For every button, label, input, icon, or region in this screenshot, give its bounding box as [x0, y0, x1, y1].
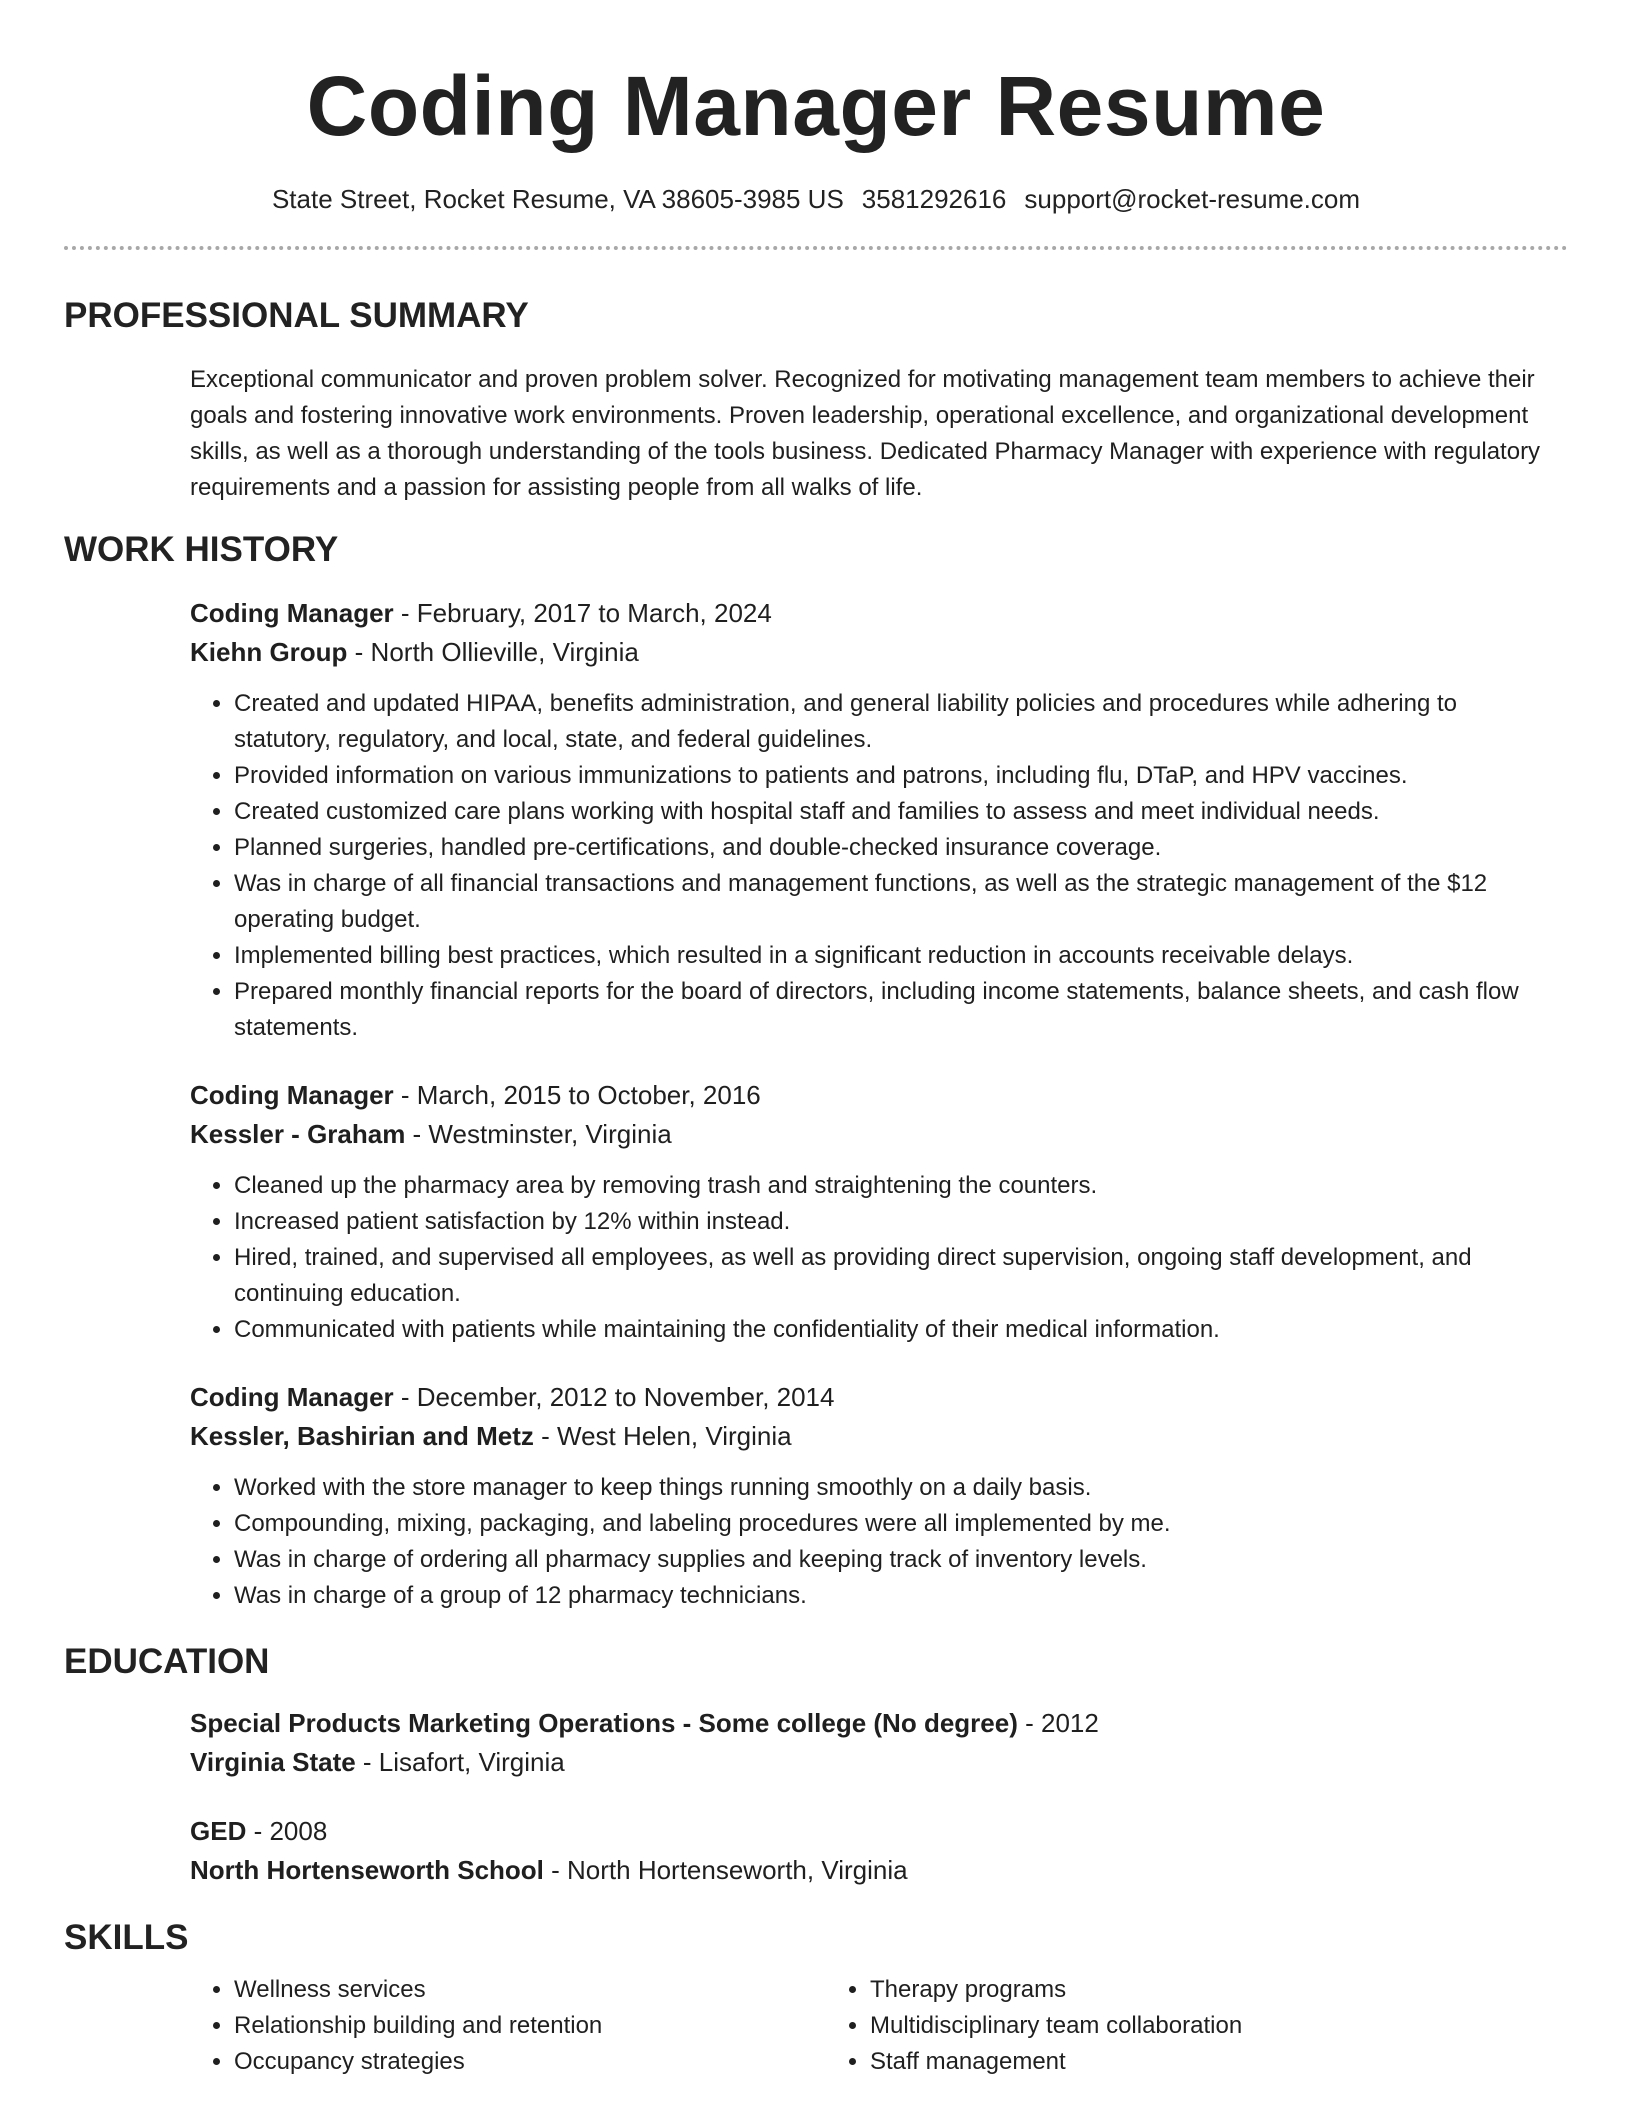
job-company: Kessler - Graham — [190, 1119, 406, 1149]
list-item: • Planned surgeries, handled pre-certifications, and double-checked insurance coverage. — [234, 830, 1560, 866]
job-role: Coding Manager — [190, 1382, 394, 1412]
education-degree: GED — [190, 1816, 247, 1846]
job-company-line — [190, 1417, 1560, 1456]
job-location: - North Ollieville, Virginia — [347, 637, 639, 667]
resume-page — [64, 0, 1568, 2080]
job-bullets — [190, 686, 1560, 1046]
skills-heading: SKILLS — [64, 1918, 189, 1957]
education-location: - Lisafort, Virginia — [355, 1747, 565, 1777]
list-item: • Was in charge of ordering all pharmacy supplies and keeping track of inventory levels. — [234, 1542, 1560, 1578]
education-location: - North Hortenseworth, Virginia — [543, 1855, 908, 1885]
list-item: • Was in charge of a group of 12 pharmacy technicians. — [234, 1578, 1560, 1614]
list-item: • Staff management — [870, 2044, 1462, 2080]
skills-section — [64, 1916, 1568, 2080]
list-item: • Compounding, mixing, packaging, and labeling procedures were all implemented by me. — [234, 1506, 1560, 1542]
list-item: • Increased patient satisfaction by 12% within instead. — [234, 1204, 1560, 1240]
summary-heading: PROFESSIONAL SUMMARY — [64, 296, 529, 335]
job-bullets — [190, 1470, 1560, 1614]
list-item: • Created and updated HIPAA, benefits administration, and general liability policies and procedures while adhering to statutory, regulatory, and local, state, and federal guidelines. — [234, 686, 1560, 758]
list-item: • Hired, trained, and supervised all employees, as well as providing direct supervision, ongoing staff development, and continuing education. — [234, 1240, 1560, 1312]
education-degree-line — [190, 1812, 1560, 1851]
list-item: • Occupancy strategies — [234, 2044, 826, 2080]
job-location: - Westminster, Virginia — [405, 1119, 672, 1149]
job-dates: - February, 2017 to March, 2024 — [393, 598, 772, 628]
contact-line — [64, 182, 1568, 216]
list-item: • Multidisciplinary team collaboration — [870, 2008, 1462, 2044]
resume-title: Coding Manager Resume — [306, 59, 1326, 153]
education-section — [64, 1640, 1568, 1890]
list-item: • Therapy programs — [870, 1972, 1462, 2008]
job-role: Coding Manager — [190, 1080, 394, 1110]
contact-address: State Street, Rocket Resume, VA 38605-3985 US — [271, 184, 844, 214]
list-item: • Implemented billing best practices, which resulted in a significant reduction in accounts receivable delays. — [234, 938, 1560, 974]
work-section — [64, 528, 1568, 1614]
job-title-line — [190, 1378, 1560, 1417]
job-role: Coding Manager — [190, 598, 394, 628]
list-item: • Cleaned up the pharmacy area by removing trash and straightening the counters. — [234, 1168, 1560, 1204]
job-bullets — [190, 1168, 1560, 1348]
list-item: • Created customized care plans working with hospital staff and families to assess and meet individual needs. — [234, 794, 1560, 830]
education-entry — [190, 1704, 1560, 1782]
list-item: • Worked with the store manager to keep things running smoothly on a daily basis. — [234, 1470, 1560, 1506]
job-entry — [190, 594, 1560, 1046]
list-item: • Was in charge of all financial transactions and management functions, as well as the strategic management of the $12 operating budget. — [234, 866, 1560, 938]
education-degree-line — [190, 1704, 1560, 1743]
contact-email: support@rocket-resume.com — [1024, 184, 1361, 214]
list-item: • Prepared monthly financial reports for the board of directors, including income statements, balance sheets, and cash flow statements. — [234, 974, 1560, 1046]
job-entry — [190, 1378, 1560, 1614]
list-item: • Wellness services — [234, 1972, 826, 2008]
education-school: Virginia State — [190, 1747, 356, 1777]
education-school: North Hortenseworth School — [190, 1855, 544, 1885]
skills-column-right — [826, 1972, 1462, 2080]
job-dates: - December, 2012 to November, 2014 — [393, 1382, 835, 1412]
education-entry — [190, 1812, 1560, 1890]
list-item: • Provided information on various immunizations to patients and patrons, including flu, DTaP, and HPV vaccines. — [234, 758, 1560, 794]
education-school-line — [190, 1743, 1560, 1782]
skills-column-left — [190, 1972, 826, 2080]
job-title-line — [190, 594, 1560, 633]
education-heading: EDUCATION — [64, 1642, 270, 1681]
job-title-line — [190, 1076, 1560, 1115]
job-entry — [190, 1076, 1560, 1348]
education-year: - 2008 — [246, 1816, 328, 1846]
job-dates: - March, 2015 to October, 2016 — [393, 1080, 761, 1110]
skills-grid — [190, 1972, 1560, 2080]
list-item: • Relationship building and retention — [234, 2008, 826, 2044]
education-school-line — [190, 1851, 1560, 1890]
education-year: - 2012 — [1017, 1708, 1099, 1738]
summary-section — [64, 294, 1568, 506]
education-degree: Special Products Marketing Operations - Some college (No degree) — [190, 1708, 1018, 1738]
job-company: Kiehn Group — [190, 637, 348, 667]
job-company-line — [190, 633, 1560, 672]
header-divider — [64, 246, 1568, 250]
job-company: Kessler, Bashirian and Metz — [190, 1421, 534, 1451]
job-company-line — [190, 1115, 1560, 1154]
job-location: - West Helen, Virginia — [533, 1421, 792, 1451]
work-heading: WORK HISTORY — [64, 530, 339, 569]
list-item: • Communicated with patients while maintaining the confidentiality of their medical information. — [234, 1312, 1560, 1348]
summary-text: Exceptional communicator and proven problem solver. Recognized for motivating management team members to achieve their goals and fostering innovative work environments. Proven leadership, operational excellence, and organizational development skills, as well as a thorough understanding of the tools business. Dedicated Pharmacy Manager with experience with regulatory requirements and a passion for assisting people from all walks of life. — [190, 366, 1541, 501]
contact-phone: 3581292616 — [861, 184, 1007, 214]
